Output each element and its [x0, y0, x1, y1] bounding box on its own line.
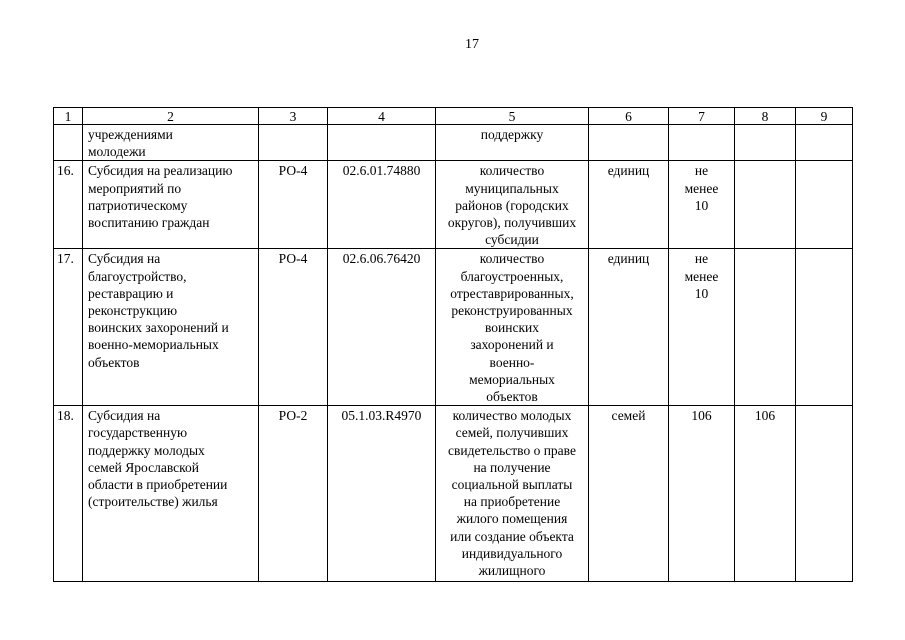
cell-program-code	[259, 125, 328, 161]
header-col-4: 4	[328, 108, 436, 125]
cell-number: 18.	[54, 406, 83, 582]
cell-unit: единиц	[589, 161, 669, 249]
cell-program-code: РО-4	[259, 249, 328, 406]
cell-indicator: количество муниципальных районов (городских округов), получивших субсидии	[436, 161, 589, 249]
header-row	[54, 108, 853, 125]
page-number: 17	[465, 37, 479, 52]
table-row-continuation	[54, 125, 853, 161]
cell-number: 17.	[54, 249, 83, 406]
cell-unit: единиц	[589, 249, 669, 406]
header-col-8: 8	[735, 108, 796, 125]
cell-budget-code: 02.6.06.76420	[328, 249, 436, 406]
cell-col9	[796, 125, 853, 161]
cell-indicator: поддержку	[436, 125, 589, 161]
cell-name: Субсидия на благоустройство, реставрацию и реконструкцию воинских захоронений и военно-мемориальных объектов	[83, 249, 259, 406]
header-col-5: 5	[436, 108, 589, 125]
header-col-9: 9	[796, 108, 853, 125]
cell-col8	[735, 161, 796, 249]
cell-col7: 106	[669, 406, 735, 582]
table-row-17	[54, 249, 853, 406]
header-col-7: 7	[669, 108, 735, 125]
cell-name: Субсидия на реализацию мероприятий по патриотическому воспитанию граждан	[83, 161, 259, 249]
header-col-6: 6	[589, 108, 669, 125]
header-col-3: 3	[259, 108, 328, 125]
cell-number: 16.	[54, 161, 83, 249]
cell-unit: семей	[589, 406, 669, 582]
header-col-2: 2	[83, 108, 259, 125]
cell-name: учреждениями молодежи	[83, 125, 259, 161]
cell-indicator: количество молодых семей, получивших свидетельство о праве на получение социальной выплаты на приобретение жилого помещения или создание объекта индивидуального жилищного	[436, 406, 589, 582]
cell-col7: не менее 10	[669, 161, 735, 249]
cell-name: Субсидия на государственную поддержку молодых семей Ярославской области в приобретении (строительстве) жилья	[83, 406, 259, 582]
cell-col9	[796, 161, 853, 249]
table-row-18	[54, 406, 853, 582]
cell-budget-code: 02.6.01.74880	[328, 161, 436, 249]
cell-indicator: количество благоустроенных, отреставрированных, реконструированных воинских захоронений и военно- мемориальных объектов	[436, 249, 589, 406]
cell-col9	[796, 249, 853, 406]
cell-col8	[735, 125, 796, 161]
table-row-16	[54, 161, 853, 249]
cell-col7	[669, 125, 735, 161]
cell-col7: не менее 10	[669, 249, 735, 406]
subsidy-table	[53, 107, 853, 582]
cell-number	[54, 125, 83, 161]
cell-col9	[796, 406, 853, 582]
cell-unit	[589, 125, 669, 161]
cell-program-code: РО-2	[259, 406, 328, 582]
cell-col8: 106	[735, 406, 796, 582]
header-col-1: 1	[54, 108, 83, 125]
cell-program-code: РО-4	[259, 161, 328, 249]
cell-col8	[735, 249, 796, 406]
cell-budget-code	[328, 125, 436, 161]
cell-budget-code: 05.1.03.R4970	[328, 406, 436, 582]
